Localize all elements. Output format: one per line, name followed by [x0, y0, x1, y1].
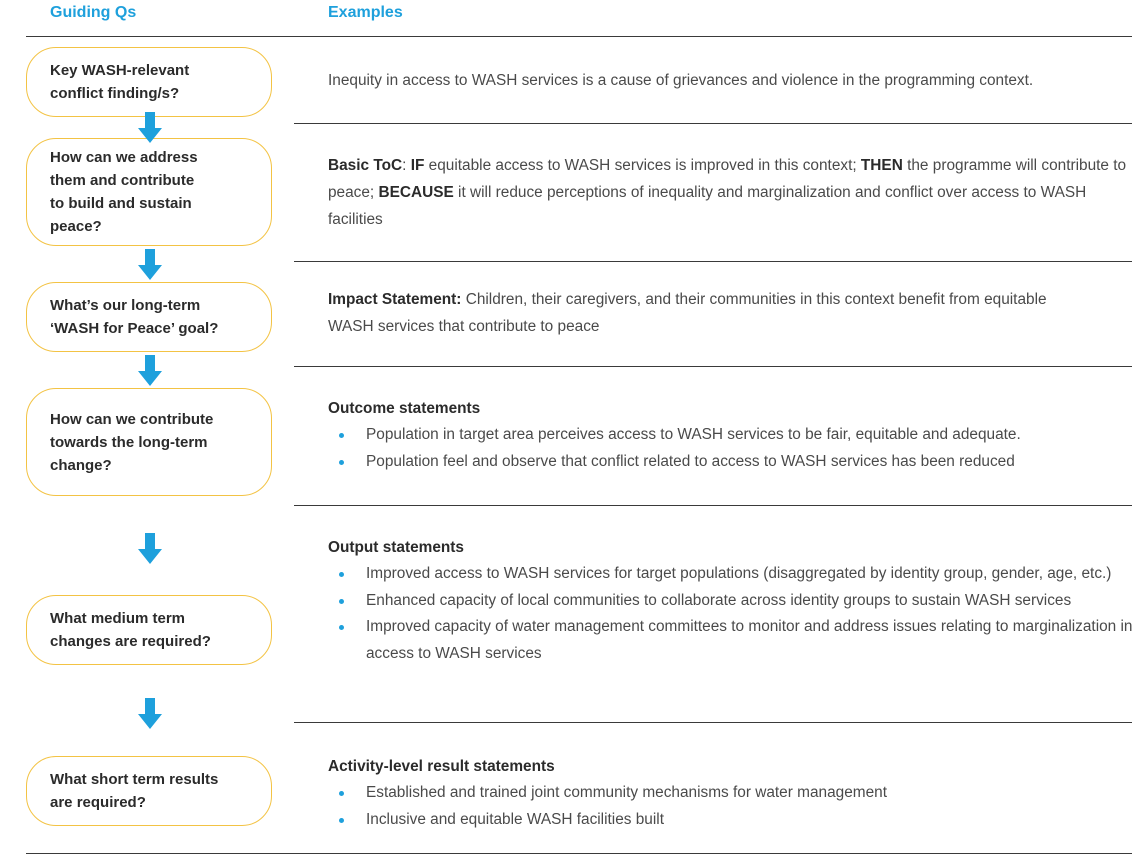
activity-title: Activity-level result statements [328, 758, 555, 775]
list-item: Improved capacity of water management committees to monitor and address issues relating to marginalization in access to WASH services [328, 614, 1138, 667]
output-title: Output statements [328, 539, 464, 556]
question-pill-medium-term: What medium term changes are required? [26, 595, 272, 665]
list-item: Inclusive and equitable WASH facilities built [328, 807, 1128, 834]
list-item: Improved access to WASH services for target populations (disaggregated by identity group, gender, age, etc.) [328, 561, 1138, 588]
toc-if-keyword: IF [410, 157, 425, 174]
list-item: Established and trained joint community mechanisms for water management [328, 780, 1128, 807]
row-divider [294, 123, 1132, 124]
conflict-finding-example: Inequity in access to WASH services is a cause of grievances and violence in the programming context. [328, 72, 1034, 89]
down-arrow-icon [138, 249, 162, 281]
activity-list [328, 780, 1128, 833]
basic-toc-example: Basic ToC: IF equitable access to WASH services is improved in this context; THEN the programme will contribute to peace; BECAUSE it will reduce perceptions of inequality and marginalization and conflict over access to WASH facilities [328, 157, 1127, 228]
list-item: Enhanced capacity of local communities to collaborate across identity groups to sustain WASH services [328, 588, 1138, 615]
toc-label: Basic ToC [328, 157, 403, 174]
row-divider [294, 722, 1132, 723]
outcome-title: Outcome statements [328, 400, 481, 417]
down-arrow-icon [138, 355, 162, 387]
question-pill-address-peace: How can we address them and contribute to build and sustain peace? [26, 138, 272, 246]
bottom-divider [26, 853, 1132, 854]
outcome-list [328, 422, 1128, 475]
question-pill-long-term-change: How can we contribute towards the long-term change? [26, 388, 272, 496]
down-arrow-icon [138, 112, 162, 144]
question-pill-conflict-finding: Key WASH-relevant conflict finding/s? [26, 47, 272, 117]
row-divider [294, 505, 1132, 506]
output-statements-example [328, 534, 1138, 667]
header-divider [26, 36, 1132, 37]
row-divider [294, 366, 1132, 367]
toc-then-keyword: THEN [860, 157, 903, 174]
output-list [328, 561, 1138, 667]
impact-statement-example: Impact Statement: Children, their caregivers, and their communities in this context benefit from equitable WASH services that contribute to peace [328, 291, 1047, 335]
activity-statements-example [328, 753, 1128, 833]
list-item: Population feel and observe that conflict related to access to WASH services has been reduced [328, 449, 1128, 476]
row-divider [294, 261, 1132, 262]
question-pill-long-term-goal: What’s our long-term ‘WASH for Peace’ goal? [26, 282, 272, 352]
question-pill-short-term: What short term results are required? [26, 756, 272, 826]
toc-because-keyword: BECAUSE [378, 184, 454, 201]
down-arrow-icon [138, 533, 162, 565]
list-item: Population in target area perceives access to WASH services to be fair, equitable and adequate. [328, 422, 1128, 449]
guiding-qs-header: Guiding Qs [50, 4, 137, 21]
down-arrow-icon [138, 698, 162, 730]
impact-label: Impact Statement: [328, 291, 462, 308]
outcome-statements-example [328, 395, 1128, 475]
examples-header: Examples [328, 4, 403, 21]
